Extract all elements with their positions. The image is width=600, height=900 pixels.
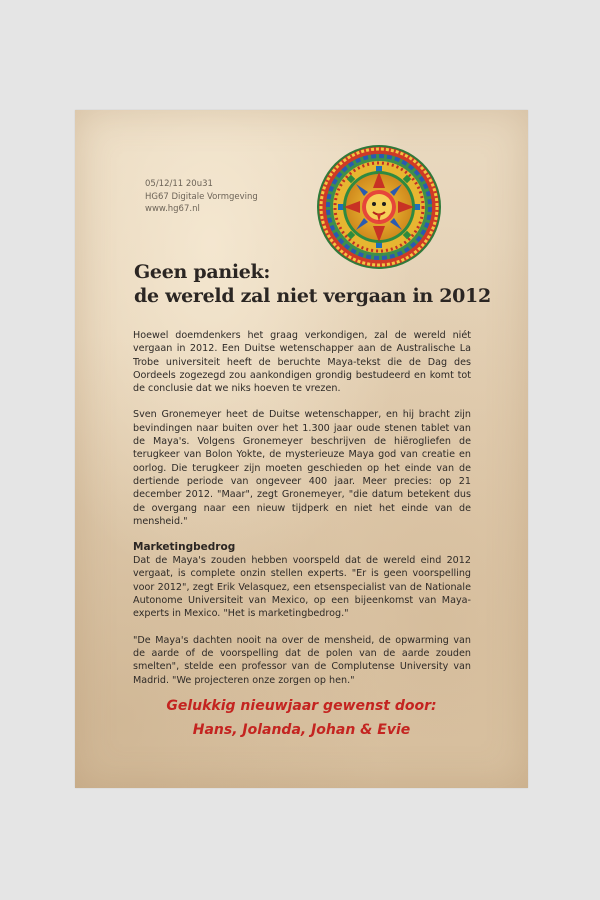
headline	[134, 260, 494, 308]
headline-line-2: de wereld zal niet vergaan in 2012	[134, 285, 491, 307]
document-meta	[145, 178, 258, 216]
article-paragraph-4: "De Maya's dachten nooit na over de mensheid, de opwarming van de aarde of de voorspelling dat de polen van de aarde zouden smelten", stelde een professor van de Complutense University van Madrid. "We projecteren onze zorgen op hen."	[133, 634, 471, 686]
article-body	[133, 329, 471, 700]
greeting-line-2: Hans, Jolanda, Johan & Evie	[192, 722, 411, 738]
article-paragraph-2: Sven Gronemeyer heet de Duitse wetenschapper, en hij bracht zijn bevindingen naar buiten over het 1.300 jaar oude stenen tablet van de Maya's. Volgens Gronemeyer beschrijven de hiërogliefen de terugkeer van Bolon Yokte, de mysterieuze Maya god van creatie en oorlog. Die terugkeer zijn moeten geschieden op het einde van de dertiende periode van ongeveer 400 jaar. Meer precies: op 21 december 2012. "Maar", zegt Gronemeyer, "die datum betekent dus de overgang naar een nieuw tijdperk en niet het einde van de mensheid."	[133, 409, 471, 527]
meta-datetime: 05/12/11 20u31	[145, 179, 213, 189]
article-subheading: Marketingbedrog	[133, 541, 236, 554]
article-paragraph-3: Dat de Maya's zouden hebben voorspeld dat de wereld eind 2012 vergaat, is complete onzin stellen experts. "Er is geen voorspelling voor 2012", zegt Erik Velasquez, een etsenspecialist van de Nationale Autonome Universiteit van Mexico, op een bijeenkomst van Maya-experts in Mexico. "Het is marketingbedrog."	[133, 555, 471, 620]
article-paragraph-1: Hoewel doemdenkers het graag verkondigen, zal de wereld niét vergaan in 2012. Een Duitse wetenschapper aan de Australische La Trobe universiteit heeft de beruchte Maya-tekst die de Dag des Oordeels zogezegd zou aankondigen grondig bestudeerd en komt tot de conclusie dat we niks hoeven te vrezen.	[133, 330, 471, 395]
aztec-calendar-stone-icon	[316, 144, 442, 270]
greeting-line-1: Gelukkig nieuwjaar gewenst door:	[166, 698, 437, 714]
headline-line-1: Geen paniek:	[134, 261, 271, 283]
document-page	[75, 110, 528, 788]
meta-company: HG67 Digitale Vormgeving	[145, 191, 258, 202]
meta-website: www.hg67.nl	[145, 204, 200, 214]
